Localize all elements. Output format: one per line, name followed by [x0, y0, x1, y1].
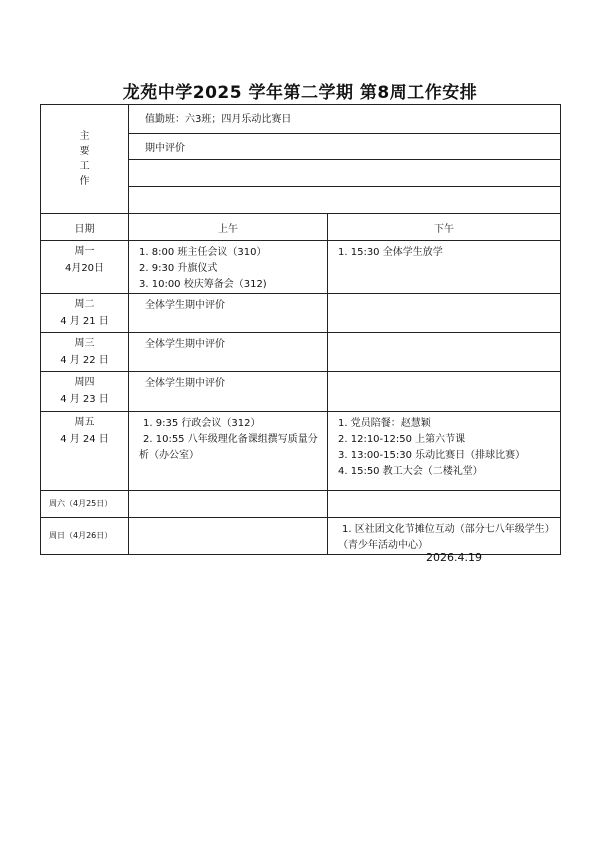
schedule-item: 全体学生期中评价: [145, 378, 225, 389]
main-work-label: 主 要 工 作: [41, 105, 129, 214]
schedule-item: 全体学生期中评价: [145, 339, 225, 350]
table-row: [41, 241, 561, 294]
day-cell: 周三 4 月 22 日: [41, 333, 129, 372]
day-cell: 周六（4月25日）: [41, 491, 129, 518]
schedule-item: 3. 13:00-15:30 乐动比赛日（排球比赛）: [338, 450, 526, 461]
table-row: [41, 294, 561, 333]
header-am: 上午: [129, 214, 328, 241]
schedule-item: 1. 党员陪餐：赵慧颖: [338, 418, 431, 429]
table-row: [41, 372, 561, 412]
schedule-item: 1. 9:35 行政会议（312）: [143, 418, 261, 429]
header-pm: 下午: [328, 214, 561, 241]
am-cell: [129, 412, 328, 491]
main-work-item: 值勤班：六3班；四月乐动比赛日: [129, 105, 561, 134]
am-cell: [129, 518, 328, 555]
main-work-item: [129, 160, 561, 187]
schedule-item: 2. 12:10-12:50 上第六节课: [338, 434, 466, 445]
schedule-item: 3. 10:00 校庆筹备会（312): [139, 279, 267, 290]
pm-cell: [328, 491, 561, 518]
schedule-item: 2. 10:55 八年级理化备课组撰写质量分析（办公室）: [139, 434, 318, 461]
table-row: [41, 491, 561, 518]
pm-cell: [328, 241, 561, 294]
am-cell: [129, 333, 328, 372]
am-cell: [129, 294, 328, 333]
footer-date: 2026.4.19: [426, 551, 482, 564]
main-work-item: [129, 187, 561, 214]
pm-cell: [328, 372, 561, 412]
pm-cell: [328, 333, 561, 372]
table-row: [41, 333, 561, 372]
pm-cell: [328, 294, 561, 333]
am-cell: [129, 491, 328, 518]
page-title: 龙苑中学2025 学年第二学期 第8周工作安排: [122, 83, 478, 103]
header-date: 日期: [41, 214, 129, 241]
am-cell: [129, 372, 328, 412]
schedule-item: 1. 区社团文化节摊位互动（部分七八年级学生）（青少年活动中心）: [338, 524, 555, 551]
schedule-item: 4. 15:50 教工大会（二楼礼堂）: [338, 466, 483, 477]
day-cell: 周四 4 月 23 日: [41, 372, 129, 412]
day-cell: 周五 4 月 24 日: [41, 412, 129, 491]
schedule-table: [40, 104, 561, 555]
schedule-item: 1. 8:00 班主任会议（310）: [139, 247, 267, 258]
main-work-item: 期中评价: [129, 134, 561, 160]
pm-cell: [328, 518, 561, 555]
schedule-item: 2. 9:30 升旗仪式: [139, 263, 218, 274]
day-cell: 周一 4月20日: [41, 241, 129, 294]
day-cell: 周二 4 月 21 日: [41, 294, 129, 333]
day-cell: 周日（4月26日）: [41, 518, 129, 555]
pm-cell: [328, 412, 561, 491]
table-row: [41, 412, 561, 491]
schedule-item: 全体学生期中评价: [145, 300, 225, 311]
table-row: [41, 518, 561, 555]
am-cell: [129, 241, 328, 294]
schedule-item: 1. 15:30 全体学生放学: [338, 247, 443, 258]
